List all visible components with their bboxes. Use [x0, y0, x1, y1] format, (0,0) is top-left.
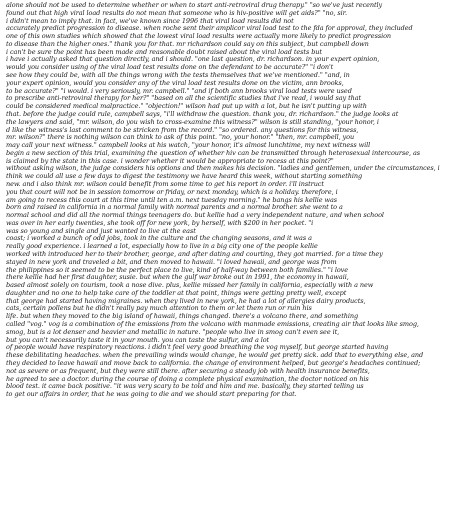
text-line: new. and i also think mr. wilson could benefit from some time to get his report in order. i'll instruct — [6, 180, 324, 188]
text-line: cats, certain pollens but he didn't really pay much attention to them or let them run or ruin his — [6, 305, 312, 313]
text-line: to disease than the higher ones." thank you for that. mr richardson could say on this subject, but campbell down — [6, 40, 369, 48]
text-line: blood test. it came back positive. "it was very scary to be told and him and me. basically, they started telling us — [6, 383, 364, 391]
text-line: called "vog." vog is a combination of the emissions from the volcano with manmade emissions, creating air that looks like smog, — [6, 321, 419, 329]
text-line: that george had started having migraines. when they lived in new york, he had a lot of allergies dairy products, — [6, 297, 366, 305]
text-line: your expert opinion, would you consider any of the viral load test results done on the victim, ann brooks, — [6, 79, 344, 87]
text-line: born and raised in california in a normal family with normal parents and a normal brother. she went to a — [6, 204, 343, 212]
text-line: based almost solely on tourism, took a nose dive. plus, kellie missed her family in california, especially with a new — [6, 282, 374, 290]
text-line: could be considered medical malpractice." "objection!" wilson had put up with a lot, but he isn't putting up with — [6, 103, 367, 111]
document-body — [6, 2, 468, 399]
text-line: but you can't necessarily taste it in your mouth. you can taste the sulfur, and a lot — [6, 336, 270, 344]
text-line: i have i actually asked that question directly, and i should. "one last question, dr. richardson. in your expert opinion, — [6, 56, 380, 64]
text-line: found out that high viral load results do not mean that someone who is hiv-positive will get aids?" "no, sir. — [6, 9, 347, 17]
text-line: think we could all use a few days to digest the testimony we have heard this week, without starting something — [6, 173, 363, 181]
text-line: the lawyers and said, "mr. wilson, do you wish to cross-examine this witness?" wilson is still standing, "your honor, i — [6, 118, 379, 126]
text-line: he agreed to see a doctor. during the course of doing a complete physical examination, the doctor noticed on his — [6, 375, 369, 383]
text-line: there kellie had her first daughter, susie. but when the gulf war broke out in 1991, the economy in hawaii, — [6, 274, 349, 282]
text-line: to be accurate?" "i would. i very seriously, mr. campbell." "and if both ann brooks viral load tests were used — [6, 87, 352, 95]
text-line: would you consider using of the viral load test results done on the defendant to be accurate?" "i don't — [6, 64, 334, 72]
text-line: see how they could be, with all the things wrong with the tests themselves that we've mentioned." "and, in — [6, 72, 350, 80]
text-line: smog, but is a lot denser and heavier and metallic in nature. "people who live in smog can't even see it, — [6, 328, 340, 336]
text-line: stayed in new york and traveled a bit, and then moved to hawaii. "i loved hawaii, and george was from — [6, 258, 337, 266]
text-line: not as severe or as frequent, but they were still there. after securing a steady job with health insurance benefits, — [6, 367, 370, 375]
text-line: one of this own studies which showed that the lowest viral load results were actually more likely to predict progression — [6, 33, 392, 41]
text-line: was over in her early twenties, she took off for new york, by herself, with $200 in her pocket. "i — [6, 219, 314, 227]
text-line: d like the witness's last comment to be stricken from the record." "so ordered. any questions for this witness, — [6, 126, 359, 134]
text-line: may call your next witness." campbell looks at his watch, "your honor, it's almost lunchtime, my next witness will — [6, 142, 371, 150]
text-line: accurately predict progression to disease. when roche sent their amplicor viral load test to the fda for approval, they included — [6, 25, 413, 33]
text-line: that. before the judge could rule, campbell says, "i'll withdraw the question. thank you, dr. richardson." the judge looks at — [6, 110, 399, 118]
text-line: to get our affairs in order, that he was going to die and we should start preparing for that. — [6, 391, 297, 399]
text-line: begin a new section of this trial, examining the question of whether hiv can be transmitted through heterosexual intercourse, as — [6, 149, 420, 157]
text-line: worked with introduced her to their brother, george, and after dating and courting, they got married. for a time they — [6, 251, 383, 258]
text-line: was so young and single and just wanted to live at the east — [6, 227, 196, 235]
text-line: to prescribe anti-retroviral therapy for her?" "based on all the scientific studies that i've read, i would say that — [6, 95, 362, 103]
text-line: mr. wilson?" there is nothing wilson can think to ask of this point. "no, your honor." "then, mr. campbell, you — [6, 134, 355, 142]
text-line: really good experience. i learned a lot, especially how to live in a big city one of the people kellie — [6, 243, 318, 251]
text-line: the philippines so it seemed to be the perfect place to live, kind of half-way between both families." "i love — [6, 266, 349, 274]
text-line: they decided to leave hawaii and move back to california. the change of environment helped, but george's headaches continued; — [6, 359, 421, 367]
text-line: daughter and no one to help take care of the toddler at that point, things were getting pretty well, except — [6, 289, 347, 297]
text-line: is claimed by the state in this case. i wonder whether it would be appropriate to recess at this point?" — [6, 157, 334, 165]
text-line: of people would have respiratory reactions. i didn't feel very good breathing the vog myself, but george started having — [6, 344, 389, 352]
text-line: am going to recess this court at this time until ten a.m. next tuesday morning." he bangs his kellie was — [6, 196, 337, 204]
text-line: i can't be sure the point has been made and reasonable doubt raised about the viral load tests but — [6, 48, 322, 56]
text-line: life. but when they moved to the big island of hawaii, things changed. there's a volcano there, and something — [6, 313, 359, 321]
text-line: coast; i worked a bunch of odd jobs, took in the culture and the changing seasons, and it was a — [6, 235, 312, 243]
text-line: you that court will not be in session tomorrow or friday, or next monday, which is a holiday. therefore, i — [6, 188, 338, 196]
text-line: alone should not be used to determine whether or when to start anti-retroviral drug therapy." "so we've just recently — [6, 2, 383, 9]
text-line: these debilitating headaches. when the prevailing winds would change, he would get pretty sick. add that to everything else, and — [6, 352, 424, 360]
text-line: normal school and did all the normal things teenagers do. but kellie had a very independent nature, and when school — [6, 212, 384, 220]
text-line: without asking wilson, the judge considers his options and then makes his decision. "ladies and gentlemen, under the circumstances, i — [6, 165, 440, 173]
text-line: i didn't mean to imply that. in fact, we've known since 1996 that viral load results did not — [6, 17, 294, 25]
